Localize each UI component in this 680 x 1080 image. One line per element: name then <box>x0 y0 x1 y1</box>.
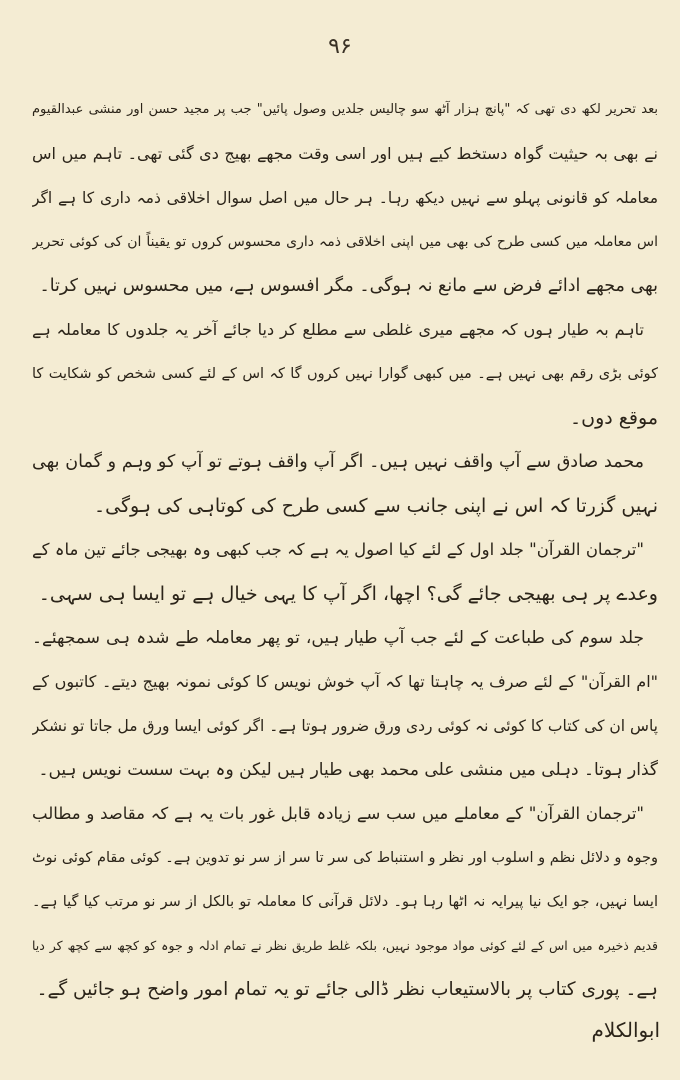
text-line: محمد صادق سے آپ واقف نہیں ہیں۔ اگر آپ واقف ہوتے تو آپ کو وہم و گمان بھی <box>32 452 644 472</box>
text-line: پاس ان کی کتاب کا کوئی نہ کوئی ردی ورق ضرور ہوتا ہے۔ اگر کوئی ایسا ورق مل جاتا تو نشکر <box>32 717 658 735</box>
text-line: "ترجمان القرآن" جلد اول کے لئے کیا اصول یہ ہے کہ جب کبھی وہ بھیجی جائے تین ماہ کے <box>32 540 644 559</box>
text-line: تاہم بہ طیار ہوں کہ مجھے میری غلطی سے مطلع کر دیا جائے آخر یہ جلدوں کا معاملہ ہے <box>32 320 644 339</box>
text-line: موقع دوں۔ <box>570 407 658 429</box>
text-line: معاملہ کو قانونی پہلو سے نہیں دیکھ رہا۔ ہر حال میں اصل سوال اخلاقی ذمہ داری کا ہے اگر <box>32 189 658 207</box>
text-line: وجوہ و دلائل نظم و اسلوب اور نظر و استنباط کی سر تا سر از سر نو تدوین ہے۔ کوئی مقام کوئی نوٹ <box>32 850 658 866</box>
text-line: وعدے پر ہی بھیجی جائے گی؟ اچھا، اگر آپ کا یہی خیال ہے تو ایسا ہی سہی۔ <box>38 583 658 605</box>
text-line: "ام القرآن" کے لئے صرف یہ چاہتا تھا کہ آپ خوش نویس کا کوئی نمونہ بھیج دیتے۔ کاتبوں کے <box>32 672 658 691</box>
letter-body <box>32 88 658 1012</box>
text-line: گذار ہوتا۔ دہلی میں منشی علی محمد بھی طیار ہیں لیکن وہ بہت سست نویس ہیں۔ <box>38 760 658 780</box>
text-line: نہیں گزرتا کہ اس نے اپنی جانب سے کسی طرح کی کوتاہی کی ہوگی۔ <box>94 495 658 517</box>
text-line: ایسا نہیں، جو ایک نیا پیرایہ نہ اٹھا رہا ہو۔ دلائل قرآنی کا معاملہ تو بالکل از سر نو مرتب کیا گیا ہے۔ <box>32 894 658 910</box>
text-line: "ترجمان القرآن" کے معاملے میں سب سے زیادہ قابل غور بات یہ ہے کہ مقاصد و مطالب <box>32 804 644 823</box>
text-line: اس معاملہ میں کسی طرح کی بھی میں اپنی اخلاقی ذمہ داری محسوس کروں تو یقیناً ان کی کوئی تحریر <box>32 234 658 250</box>
text-line: ہے۔ پوری کتاب پر بالاستیعاب نظر ڈالی جائے تو یہ تمام امور واضح ہو جائیں گے۔ <box>36 979 658 1000</box>
page-number: ۹۶ <box>328 34 352 59</box>
text-line: بعد تحریر لکھ دی تھی کہ "پانچ ہزار آٹھ سو چالیس جلدیں وصول پائیں" جب پر مجید حسن اور منشی عبدالقیوم <box>32 102 658 117</box>
text-line: جلد سوم کی طباعت کے لئے جب آپ طیار ہیں، تو پھر معاملہ طے شدہ ہی سمجھئے۔ <box>32 628 644 648</box>
text-line: کوئی بڑی رقم بھی نہیں ہے۔ میں کبھی گوارا نہیں کروں گا کہ اس کے لئے کسی شخص کو شکایت کا <box>32 366 658 382</box>
text-line: بھی مجھے ادائے فرض سے مانع نہ ہوگی۔ مگر افسوس ہے، میں محسوس نہیں کرتا۔ <box>39 276 658 296</box>
text-line: قدیم ذخیرہ میں اس کے لئے کوئی مواد موجود نہیں، بلکہ غلط طریق نظر نے تمام ادلہ و جوہ کو کچھ سے کچھ کر دیا <box>32 938 658 953</box>
text-line: نے بھی بہ حیثیت گواہ دستخط کیے ہیں اور اسی وقت مجھے بھیج دی گئی تھی۔ تاہم میں اس <box>32 144 658 163</box>
signature: ابوالکلام <box>591 1018 660 1042</box>
